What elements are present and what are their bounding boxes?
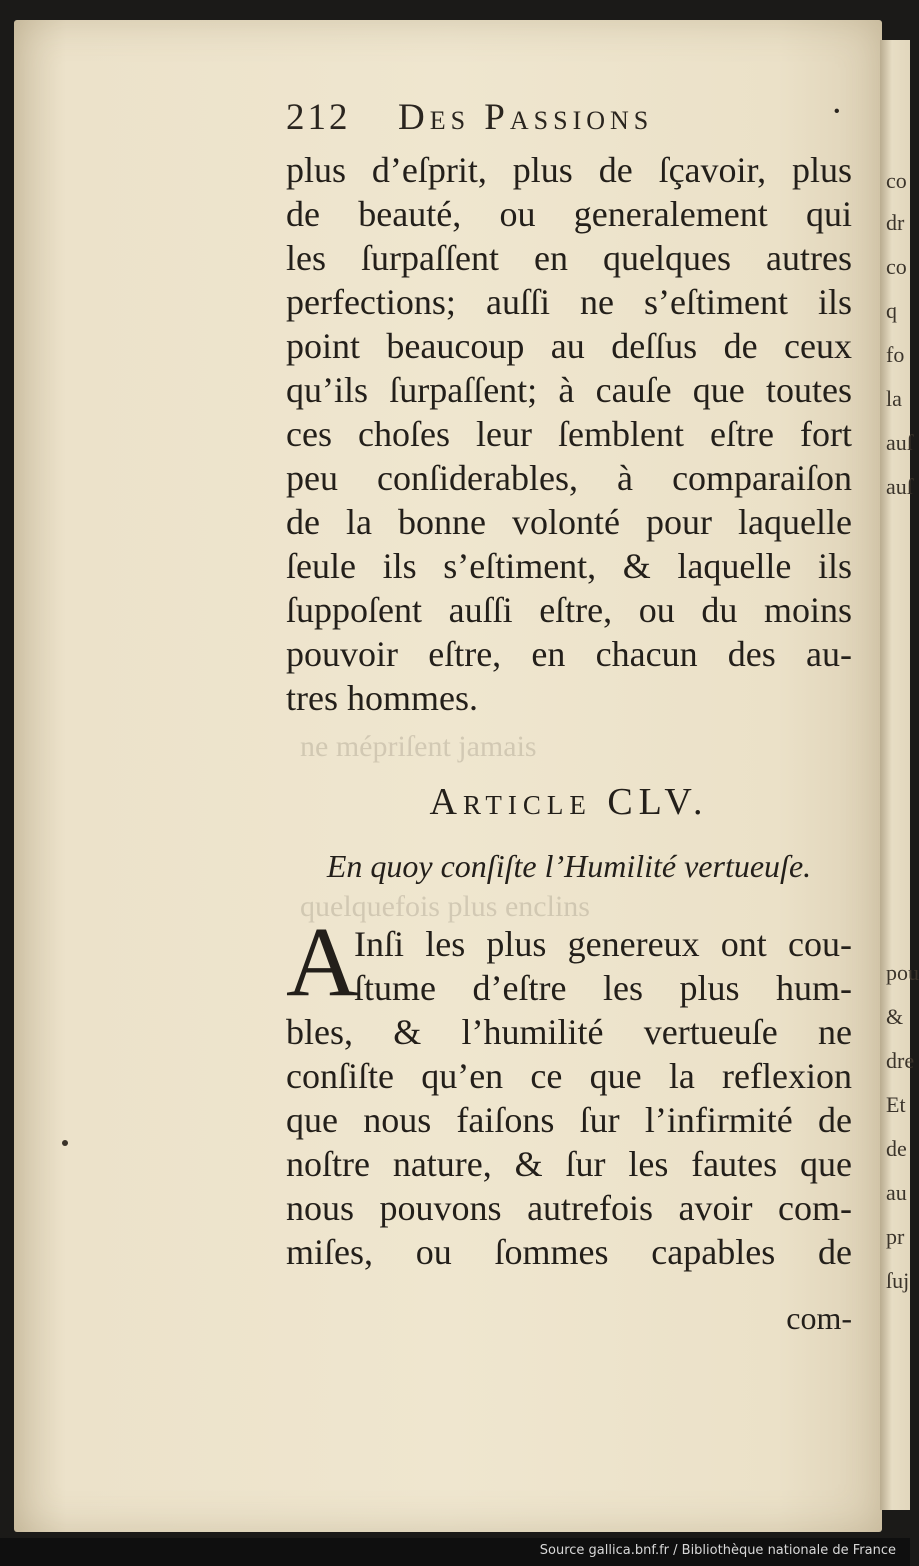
text-line: nous pouvons autrefois avoir com- xyxy=(286,1188,852,1228)
text-line: ſuppoſent auſſi eſtre, ou du moins xyxy=(286,590,852,630)
text-line: qu’ils ſurpaſſent; à cauſe que toutes xyxy=(286,370,852,410)
text-line: de beauté, ou generalement qui xyxy=(286,194,852,234)
text-line: bles, & l’humilité vertueuſe ne xyxy=(286,1012,852,1052)
text-line: miſes, ou ſommes capables de xyxy=(286,1232,852,1272)
text-line: Inſi les plus genereux ont cou- xyxy=(354,924,852,964)
edge-word: co xyxy=(886,168,907,193)
edge-word: fo xyxy=(886,342,905,367)
ink-spot xyxy=(62,1140,68,1146)
article-heading: Article CLV. xyxy=(429,781,709,823)
edge-word: au xyxy=(886,1180,907,1205)
text-line: perfections; auſſi ne s’eſtiment ils xyxy=(286,282,852,322)
article-paragraph xyxy=(286,922,852,1274)
edge-word: & xyxy=(886,1004,904,1029)
text-line: ſeule ils s’eſtiment, & laquelle ils xyxy=(286,546,852,586)
text-line: point beaucoup au deſſus de ceux xyxy=(286,326,852,366)
text-line: ſtume d’eſtre les plus hum- xyxy=(354,968,852,1008)
text-line: que nous faiſons ſur l’infirmité de xyxy=(286,1100,852,1140)
text-line: noſtre nature, & ſur les fautes que xyxy=(286,1144,852,1184)
edge-word: auſ xyxy=(886,430,913,455)
header-dot: · xyxy=(830,91,846,132)
show-through-text: ne mépriſent jamais xyxy=(300,730,537,763)
running-title: Des Passions xyxy=(398,97,654,138)
running-header xyxy=(286,91,846,146)
text-line: de la bonne volonté pour laquelle xyxy=(286,502,852,542)
edge-word: la xyxy=(886,386,902,411)
edge-word: dre xyxy=(886,1048,915,1073)
edge-word: dr xyxy=(886,210,905,235)
text-line: peu conſiderables, à comparaiſon xyxy=(286,458,852,498)
edge-word: Et xyxy=(886,1092,906,1117)
text-line: pouvoir eſtre, en chacun des au- xyxy=(286,634,852,674)
drop-cap: A xyxy=(286,906,359,1017)
source-footer xyxy=(0,1538,910,1566)
paragraph-continued xyxy=(286,148,852,720)
edge-word: pr xyxy=(886,1224,905,1249)
text-line: les ſurpaſſent en quelques autres xyxy=(286,238,852,278)
source-credit: Source gallica.bnf.fr / Bibliothèque nationale de France xyxy=(539,1543,896,1558)
edge-word: q xyxy=(886,298,897,323)
text-line: plus d’eſprit, plus de ſçavoir, plus xyxy=(286,150,852,190)
show-through-text: quelquefois plus enclins xyxy=(300,890,590,923)
edge-word: de xyxy=(886,1136,907,1161)
page-number: 212 xyxy=(286,97,351,138)
opposite-page-edge xyxy=(880,40,919,1510)
edge-word: pou xyxy=(886,960,919,985)
edge-word: co xyxy=(886,254,907,279)
article-subtitle: En quoy conſiſte l’Humilité vertueuſe. xyxy=(326,848,812,884)
edge-word: auſ xyxy=(886,474,913,499)
catchword: com- xyxy=(786,1300,852,1336)
text-line: ces choſes leur ſemblent eſtre fort xyxy=(286,414,852,454)
text-line: tres hommes. xyxy=(286,678,478,718)
edge-word: ſuj xyxy=(886,1268,910,1293)
text-line: conſiſte qu’en ce que la reflexion xyxy=(286,1056,852,1096)
